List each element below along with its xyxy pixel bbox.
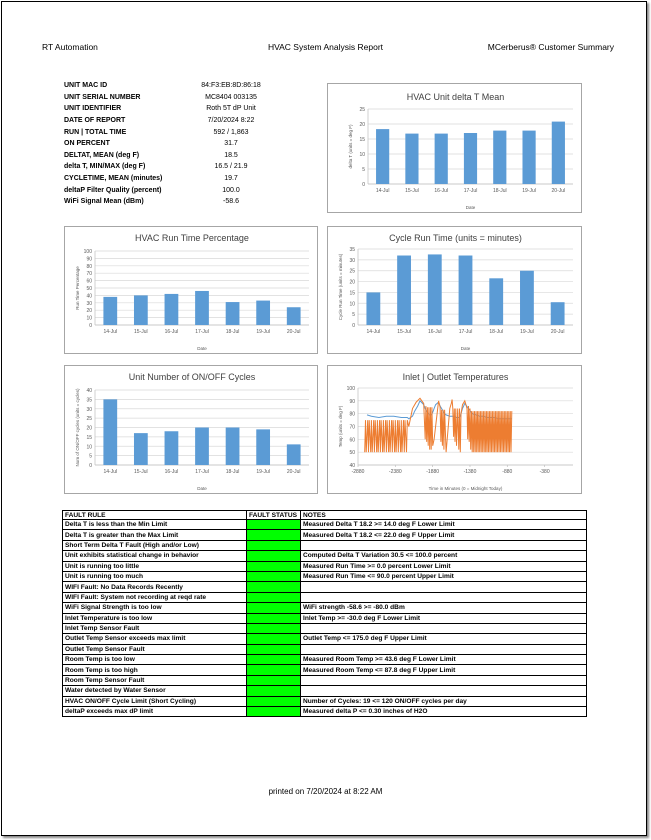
fault-status-indicator [247, 665, 301, 675]
chart-title: Unit Number of ON/OFF Cycles [128, 372, 256, 382]
fault-rule: Outlet Temp Sensor exceeds max limit [63, 634, 247, 644]
fault-status-indicator [247, 582, 301, 592]
y-tick-label: 60 [86, 278, 92, 285]
info-value: 18.5 [224, 151, 238, 159]
info-value: 100.0 [222, 186, 240, 194]
bar [195, 428, 209, 466]
info-row [64, 126, 274, 138]
y-tick-label: 90 [349, 398, 355, 405]
series-line [365, 398, 512, 452]
info-label: delta T, MIN/MAX (deg F) [64, 163, 146, 171]
fault-row [63, 571, 587, 581]
fault-rule: Unit is running too little [63, 561, 247, 571]
info-value: 31.7 [224, 140, 238, 148]
info-label: DELTAT, MEAN (deg F) [64, 151, 140, 159]
unit-info-panel [64, 80, 274, 208]
y-tick-label: 30 [86, 406, 92, 413]
x-tick-label: 16-Jul [434, 188, 449, 194]
info-label: DATE OF REPORT [64, 117, 126, 125]
y-tick-label: 80 [86, 263, 92, 270]
y-tick-label: 15 [349, 290, 355, 297]
y-tick-label: 20 [349, 279, 355, 286]
bar [464, 133, 477, 184]
bar [489, 278, 503, 325]
y-tick-label: 25 [86, 416, 92, 423]
fault-status-indicator [247, 623, 301, 633]
y-tick-label: 25 [359, 107, 365, 113]
bar [428, 254, 442, 325]
fault-note: Measured delta P <= 0.30 inches of H2O [301, 707, 587, 717]
y-tick-label: 100 [346, 386, 355, 392]
bar [165, 431, 179, 465]
y-axis-label: Num of ON/OFF cycles (units = cycles) [75, 388, 80, 467]
x-tick-label: 15-Jul [405, 188, 419, 194]
x-tick-label: 14-Jul [366, 329, 381, 335]
info-value: 592 / 1,863 [213, 128, 249, 136]
fault-row [63, 696, 587, 706]
fault-row [63, 530, 587, 540]
y-tick-label: 15 [359, 137, 365, 143]
y-tick-label: 60 [349, 437, 355, 444]
bar [134, 433, 148, 465]
bar [435, 134, 448, 184]
print-footer: printed on 7/20/2024 at 8:22 AM [268, 787, 383, 796]
fault-rule: Outlet Temp Sensor Fault [63, 644, 247, 654]
x-tick-label: -1880 [426, 469, 440, 475]
fault-status-indicator [247, 707, 301, 717]
bar [522, 131, 535, 184]
x-tick-label: 19-Jul [520, 329, 534, 335]
fault-rule: Room Temp is too high [63, 665, 247, 675]
fault-note: Measured Run Time <= 90.0 percent Upper Limit [301, 571, 587, 581]
x-tick-label: 18-Jul [492, 188, 507, 194]
y-axis-label: delta T (units = deg F) [348, 124, 353, 169]
bar [551, 302, 565, 325]
x-tick-label: 17-Jul [463, 188, 478, 194]
fault-row [63, 582, 587, 592]
fault-note [301, 686, 587, 696]
fault-note: Measured Room Temp >= 43.6 deg F Lower Limit [301, 655, 587, 665]
chart-delta-t [327, 83, 582, 213]
x-tick-label: 18-Jul [225, 329, 240, 335]
bar [287, 444, 301, 465]
info-label: UNIT SERIAL NUMBER [64, 93, 141, 101]
fault-note: WiFi strength -58.6 >= -80.0 dBm [301, 603, 587, 613]
fault-note: Number of Cycles: 19 <= 120 ON/OFF cycles per day [301, 696, 587, 706]
x-tick-label: 20-Jul [286, 329, 301, 335]
report-title: HVAC System Analysis Report [267, 42, 384, 52]
info-value: -58.6 [223, 198, 239, 206]
fault-status-indicator [247, 551, 301, 561]
bar [520, 271, 534, 325]
y-tick-label: 30 [86, 300, 92, 307]
chart-cycle-time [327, 226, 582, 354]
fault-note [301, 540, 587, 550]
fault-note: Outlet Temp <= 175.0 deg F Upper Limit [301, 634, 587, 644]
fault-rule: Unit is running too much [63, 571, 247, 581]
x-tick-label: -880 [502, 469, 513, 475]
bar [134, 295, 148, 325]
fault-row [63, 603, 587, 613]
fault-status-indicator [247, 655, 301, 665]
x-tick-label: 17-Jul [195, 469, 209, 475]
y-tick-label: 5 [89, 453, 92, 460]
info-row [64, 92, 274, 104]
bar [459, 256, 473, 325]
fault-row [63, 540, 587, 550]
bar [493, 131, 506, 184]
y-tick-label: 30 [349, 257, 355, 264]
x-axis-label: Date [197, 346, 207, 351]
info-label: deltaP Filter Quality (percent) [64, 186, 162, 194]
info-row [64, 115, 274, 127]
bar [405, 134, 418, 184]
header-fault-rule: FAULT RULE [63, 511, 247, 520]
y-tick-label: 10 [86, 315, 92, 322]
y-tick-label: 80 [349, 411, 355, 418]
bar [256, 301, 270, 325]
fault-rule: HVAC ON/OFF Cycle Limit (Short Cycling) [63, 696, 247, 706]
fault-rule: Inlet Temp Sensor Fault [63, 623, 247, 633]
info-label: UNIT MAC ID [64, 82, 108, 90]
info-label: ON PERCENT [64, 140, 110, 148]
fault-status-indicator [247, 520, 301, 530]
x-tick-label: 14-Jul [103, 329, 118, 335]
x-tick-label: 14-Jul [103, 469, 118, 475]
fault-status-indicator [247, 561, 301, 571]
fault-status-indicator [247, 675, 301, 685]
bar [397, 256, 411, 325]
fault-row [63, 665, 587, 675]
fault-note: Inlet Temp >= -30.0 deg F Lower Limit [301, 613, 587, 623]
fault-row [63, 644, 587, 654]
x-tick-label: 20-Jul [550, 329, 565, 335]
info-label: RUN | TOTAL TIME [64, 128, 127, 136]
x-tick-label: 16-Jul [427, 329, 442, 335]
chart-temps [327, 365, 582, 494]
x-tick-label: 16-Jul [164, 469, 179, 475]
y-tick-label: 10 [359, 152, 365, 158]
header-fault-status: FAULT STATUS [247, 511, 301, 520]
chart-title: HVAC Run Time Percentage [135, 233, 249, 243]
fault-note: Measured Room Temp <= 87.8 deg F Upper Limit [301, 665, 587, 675]
fault-rule: Inlet Temperature is too low [63, 613, 247, 623]
bar [376, 129, 389, 184]
y-tick-label: 70 [349, 424, 355, 431]
header-notes: NOTES [301, 511, 587, 520]
y-tick-label: 10 [349, 301, 355, 308]
fault-row [63, 707, 587, 717]
fault-rule: Water detected by Water Sensor [63, 686, 247, 696]
info-row [64, 138, 274, 150]
fault-row [63, 551, 587, 561]
info-row [64, 196, 274, 208]
x-axis-label: Date [465, 205, 476, 210]
fault-note [301, 644, 587, 654]
fault-row [63, 675, 587, 685]
x-tick-label: 19-Jul [256, 329, 270, 335]
fault-row [63, 520, 587, 530]
x-tick-label: 15-Jul [397, 329, 411, 335]
company-name: RT Automation [42, 42, 98, 52]
fault-rule: Room Temp is too low [63, 655, 247, 665]
info-row [64, 103, 274, 115]
info-value: 19.7 [224, 175, 238, 183]
fault-row [63, 623, 587, 633]
y-tick-label: 40 [86, 293, 92, 300]
y-tick-label: 100 [83, 249, 92, 255]
y-tick-label: 25 [349, 268, 355, 275]
fault-row [63, 561, 587, 571]
fault-status-indicator [247, 613, 301, 623]
fault-rule: Delta T is greater than the Max Limit [63, 530, 247, 540]
y-tick-label: 70 [86, 271, 92, 278]
chart-title: Cycle Run Time (units = minutes) [389, 233, 522, 243]
y-tick-label: 0 [89, 323, 92, 329]
y-tick-label: 20 [86, 308, 92, 315]
chart-title: Inlet | Outlet Temperatures [402, 372, 509, 382]
fault-note [301, 623, 587, 633]
x-tick-label: 18-Jul [225, 469, 240, 475]
x-tick-label: -2880 [351, 469, 365, 475]
y-tick-label: 20 [86, 425, 92, 432]
info-row [64, 173, 274, 185]
y-tick-label: 5 [362, 167, 365, 173]
fault-note: Measured Delta T 18.2 <= 22.0 deg F Upper Limit [301, 530, 587, 540]
fault-status-indicator [247, 592, 301, 602]
bar [226, 428, 240, 466]
fault-note [301, 675, 587, 685]
fault-rule: WIFI Fault: System not recording at reqd rate [63, 592, 247, 602]
fault-rule: deltaP exceeds max dP limit [63, 707, 247, 717]
x-tick-label: -2380 [388, 469, 402, 475]
y-axis-label: Temp (units = deg F) [338, 405, 343, 448]
fault-note [301, 582, 587, 592]
y-axis-label: Run Time Percentage [75, 266, 80, 310]
y-tick-label: 0 [352, 323, 355, 329]
info-row [64, 80, 274, 92]
fault-rule: Room Temp Sensor Fault [63, 675, 247, 685]
fault-row [63, 686, 587, 696]
fault-note: Computed Delta T Variation 30.5 <= 100.0 percent [301, 551, 587, 561]
chart-title: HVAC Unit delta T Mean [406, 92, 505, 102]
info-value: 84:F3:EB:8D:86:18 [201, 82, 261, 90]
x-tick-label: 20-Jul [286, 469, 301, 475]
y-tick-label: 5 [352, 312, 355, 319]
y-tick-label: 15 [86, 434, 92, 441]
fault-status-indicator [247, 540, 301, 550]
fault-rule: WiFi Signal Strength is too low [63, 603, 247, 613]
x-tick-label: 14-Jul [375, 188, 390, 194]
y-axis-label: Cycle Run Time (units = minutes) [338, 253, 343, 321]
fault-rule: Unit exhibits statistical change in behavior [63, 551, 247, 561]
report-subtitle: MCerberus® Customer Summary [487, 42, 614, 52]
fault-rule: Short Term Delta T Fault (High and/or Low) [63, 540, 247, 550]
y-tick-label: 50 [349, 450, 355, 457]
info-value: MC8404 003135 [205, 93, 257, 101]
fault-note: Measured Run Time >= 0.0 percent Lower Limit [301, 561, 587, 571]
x-axis-label: Date [197, 486, 207, 491]
y-tick-label: 35 [349, 247, 355, 253]
bar [226, 302, 240, 325]
info-label: CYCLETIME, MEAN (minutes) [64, 175, 163, 183]
y-tick-label: 40 [86, 388, 92, 394]
fault-status-indicator [247, 530, 301, 540]
chart-cycles [64, 365, 318, 494]
fault-status-indicator [247, 696, 301, 706]
x-tick-label: -380 [539, 469, 550, 475]
bar [366, 292, 380, 325]
bar [256, 429, 270, 465]
fault-status-indicator [247, 603, 301, 613]
bar [165, 294, 179, 325]
x-tick-label: 19-Jul [256, 469, 270, 475]
fault-row [63, 592, 587, 602]
info-row [64, 184, 274, 196]
info-row [64, 150, 274, 162]
x-tick-label: 17-Jul [458, 329, 473, 335]
fault-status-indicator [247, 686, 301, 696]
y-tick-label: 50 [86, 286, 92, 292]
fault-note [301, 592, 587, 602]
fault-note: Measured Delta T 18.2 >= 14.0 deg F Lower Limit [301, 520, 587, 530]
x-tick-label: 20-Jul [551, 188, 566, 194]
info-value: 16.5 / 21.9 [214, 163, 248, 171]
x-axis-label: Time in Minutes (0 = Midnight Today) [428, 486, 503, 491]
fault-table-header [63, 511, 587, 520]
y-tick-label: 0 [89, 463, 92, 469]
x-tick-label: 15-Jul [134, 329, 148, 335]
bar [195, 291, 209, 325]
fault-status-indicator [247, 634, 301, 644]
fault-row [63, 655, 587, 665]
bar [103, 399, 117, 465]
fault-rule: Delta T is less than the Min Limit [63, 520, 247, 530]
bar [287, 307, 301, 325]
y-tick-label: 35 [86, 397, 92, 404]
x-tick-label: 18-Jul [489, 329, 504, 335]
bar [552, 122, 565, 184]
x-axis-label: Date [460, 346, 471, 351]
x-tick-label: 19-Jul [522, 188, 536, 194]
info-row [64, 161, 274, 173]
chart-run-time [64, 226, 318, 354]
fault-status-indicator [247, 571, 301, 581]
y-tick-label: 90 [86, 256, 92, 263]
info-label: WiFi Signal Mean (dBm) [64, 198, 144, 206]
y-tick-label: 10 [86, 444, 92, 451]
info-label: UNIT IDENTIFIER [64, 105, 122, 113]
fault-rule: WIFI Fault: No Data Records Recently [63, 582, 247, 592]
y-tick-label: 40 [349, 463, 355, 469]
fault-row [63, 613, 587, 623]
y-tick-label: 20 [359, 122, 365, 128]
x-tick-label: -1380 [463, 469, 477, 475]
y-tick-label: 0 [362, 182, 365, 188]
x-tick-label: 17-Jul [195, 329, 209, 335]
fault-table [62, 510, 587, 717]
info-value: Roth 5T dP Unit [206, 105, 256, 113]
info-value: 7/20/2024 8:22 [207, 117, 255, 125]
x-tick-label: 16-Jul [164, 329, 179, 335]
fault-row [63, 634, 587, 644]
fault-status-indicator [247, 644, 301, 654]
bar [103, 297, 117, 325]
x-tick-label: 15-Jul [134, 469, 148, 475]
